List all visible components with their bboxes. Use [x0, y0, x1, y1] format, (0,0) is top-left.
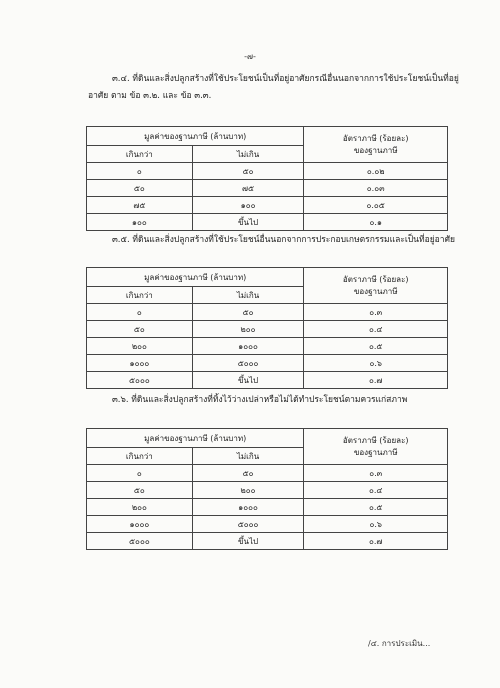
table-row	[87, 499, 448, 516]
cell-rate: ๐.๗	[304, 533, 448, 550]
cell-over: ๕๐	[87, 482, 193, 499]
cell-not-over: ๗๕	[192, 180, 304, 197]
table-row	[87, 533, 448, 550]
cell-rate: ๐.๐๕	[304, 197, 448, 214]
cell-not-over: ๕๐๐๐	[192, 516, 304, 533]
cell-over: ๕๐	[87, 321, 193, 338]
cell-rate: ๐.๕	[304, 499, 448, 516]
tax-rate-table-3-4	[86, 126, 448, 231]
header-rate-label	[304, 127, 448, 163]
cell-not-over: ขึ้นไป	[192, 372, 304, 389]
table-row	[87, 197, 448, 214]
cell-over: ๕๐	[87, 180, 193, 197]
cell-rate: ๐.๐๓	[304, 180, 448, 197]
cell-over: ๐	[87, 163, 193, 180]
cell-over: ๐	[87, 304, 193, 321]
cell-not-over: ๒๐๐	[192, 482, 304, 499]
header-not-over: ไม่เกิน	[192, 448, 304, 465]
header-value-label: มูลค่าของฐานภาษี (ล้านบาท)	[87, 429, 304, 448]
tax-rate-table-3-5	[86, 267, 448, 389]
rate-label-line1: อัตราภาษี (ร้อยละ)	[342, 274, 409, 284]
cell-rate: ๐.๗	[304, 372, 448, 389]
header-over: เกินกว่า	[87, 448, 193, 465]
header-not-over: ไม่เกิน	[192, 287, 304, 304]
cell-not-over: ๒๐๐	[192, 321, 304, 338]
header-over: เกินกว่า	[87, 146, 193, 163]
cell-over: ๗๕	[87, 197, 193, 214]
cell-not-over: ๕๐	[192, 163, 304, 180]
cell-not-over: ๑๐๐๐	[192, 499, 304, 516]
table-row	[87, 304, 448, 321]
cell-rate: ๐.๕	[304, 338, 448, 355]
cell-over: ๒๐๐	[87, 499, 193, 516]
cell-not-over: ๕๐	[192, 465, 304, 482]
header-value-label: มูลค่าของฐานภาษี (ล้านบาท)	[87, 127, 304, 146]
table-row	[87, 338, 448, 355]
rate-label-line2: ของฐานภาษี	[353, 447, 398, 457]
cell-rate: ๐.๐๒	[304, 163, 448, 180]
cell-rate: ๐.๔	[304, 482, 448, 499]
table-row	[87, 482, 448, 499]
header-over: เกินกว่า	[87, 287, 193, 304]
rate-label-line2: ของฐานภาษี	[353, 145, 398, 155]
rate-label-line1: อัตราภาษี (ร้อยละ)	[342, 435, 409, 445]
cell-over: ๕๐๐๐	[87, 533, 193, 550]
rate-label-line1: อัตราภาษี (ร้อยละ)	[342, 133, 409, 143]
section-3-4-heading-line2: อาศัย ตาม ข้อ ๓.๒. และ ข้อ ๓.๓.	[88, 91, 212, 101]
cell-not-over: ๑๐๐	[192, 197, 304, 214]
page-number: -๗-	[244, 52, 256, 61]
cell-not-over: ๕๐๐๐	[192, 355, 304, 372]
header-not-over: ไม่เกิน	[192, 146, 304, 163]
cell-rate: ๐.๖	[304, 516, 448, 533]
cell-over: ๒๐๐	[87, 338, 193, 355]
cell-over: ๑๐๐	[87, 214, 193, 231]
section-3-6-heading: ๓.๖. ที่ดินและสิ่งปลูกสร้างที่ทิ้งไว้ว่างเปล่าหรือไม่ได้ทำประโยชน์ตามควรแก่สภาพ	[112, 395, 408, 405]
header-rate-label	[304, 429, 448, 465]
table-row	[87, 465, 448, 482]
section-3-4-heading-line1: ๓.๔. ที่ดินและสิ่งปลูกสร้างที่ใช้ประโยชน์เป็นที่อยู่อาศัยกรณีอื่นนอกจากการใช้ประโยชน์เป็นที่อยู่	[112, 74, 459, 84]
tax-rate-table-3-6	[86, 428, 448, 550]
table-row	[87, 355, 448, 372]
table-row	[87, 214, 448, 231]
table-row	[87, 372, 448, 389]
cell-not-over: ๕๐	[192, 304, 304, 321]
rate-label-line2: ของฐานภาษี	[353, 286, 398, 296]
table-row	[87, 516, 448, 533]
table-row	[87, 180, 448, 197]
section-3-5-heading: ๓.๕. ที่ดินและสิ่งปลูกสร้างที่ใช้ประโยชน์อื่นนอกจากการประกอบเกษตรกรรมและเป็นที่อยู่อาศัย	[112, 235, 455, 245]
cell-rate: ๐.๑	[304, 214, 448, 231]
table-row	[87, 321, 448, 338]
cell-rate: ๐.๓	[304, 304, 448, 321]
header-rate-label	[304, 268, 448, 304]
cell-rate: ๐.๓	[304, 465, 448, 482]
continuation-footer: /๔. การประเมิน...	[368, 639, 431, 648]
cell-rate: ๐.๔	[304, 321, 448, 338]
cell-not-over: ขึ้นไป	[192, 214, 304, 231]
cell-not-over: ๑๐๐๐	[192, 338, 304, 355]
cell-over: ๐	[87, 465, 193, 482]
cell-not-over: ขึ้นไป	[192, 533, 304, 550]
cell-over: ๑๐๐๐	[87, 355, 193, 372]
cell-over: ๑๐๐๐	[87, 516, 193, 533]
header-value-label: มูลค่าของฐานภาษี (ล้านบาท)	[87, 268, 304, 287]
cell-over: ๕๐๐๐	[87, 372, 193, 389]
table-row	[87, 163, 448, 180]
cell-rate: ๐.๖	[304, 355, 448, 372]
